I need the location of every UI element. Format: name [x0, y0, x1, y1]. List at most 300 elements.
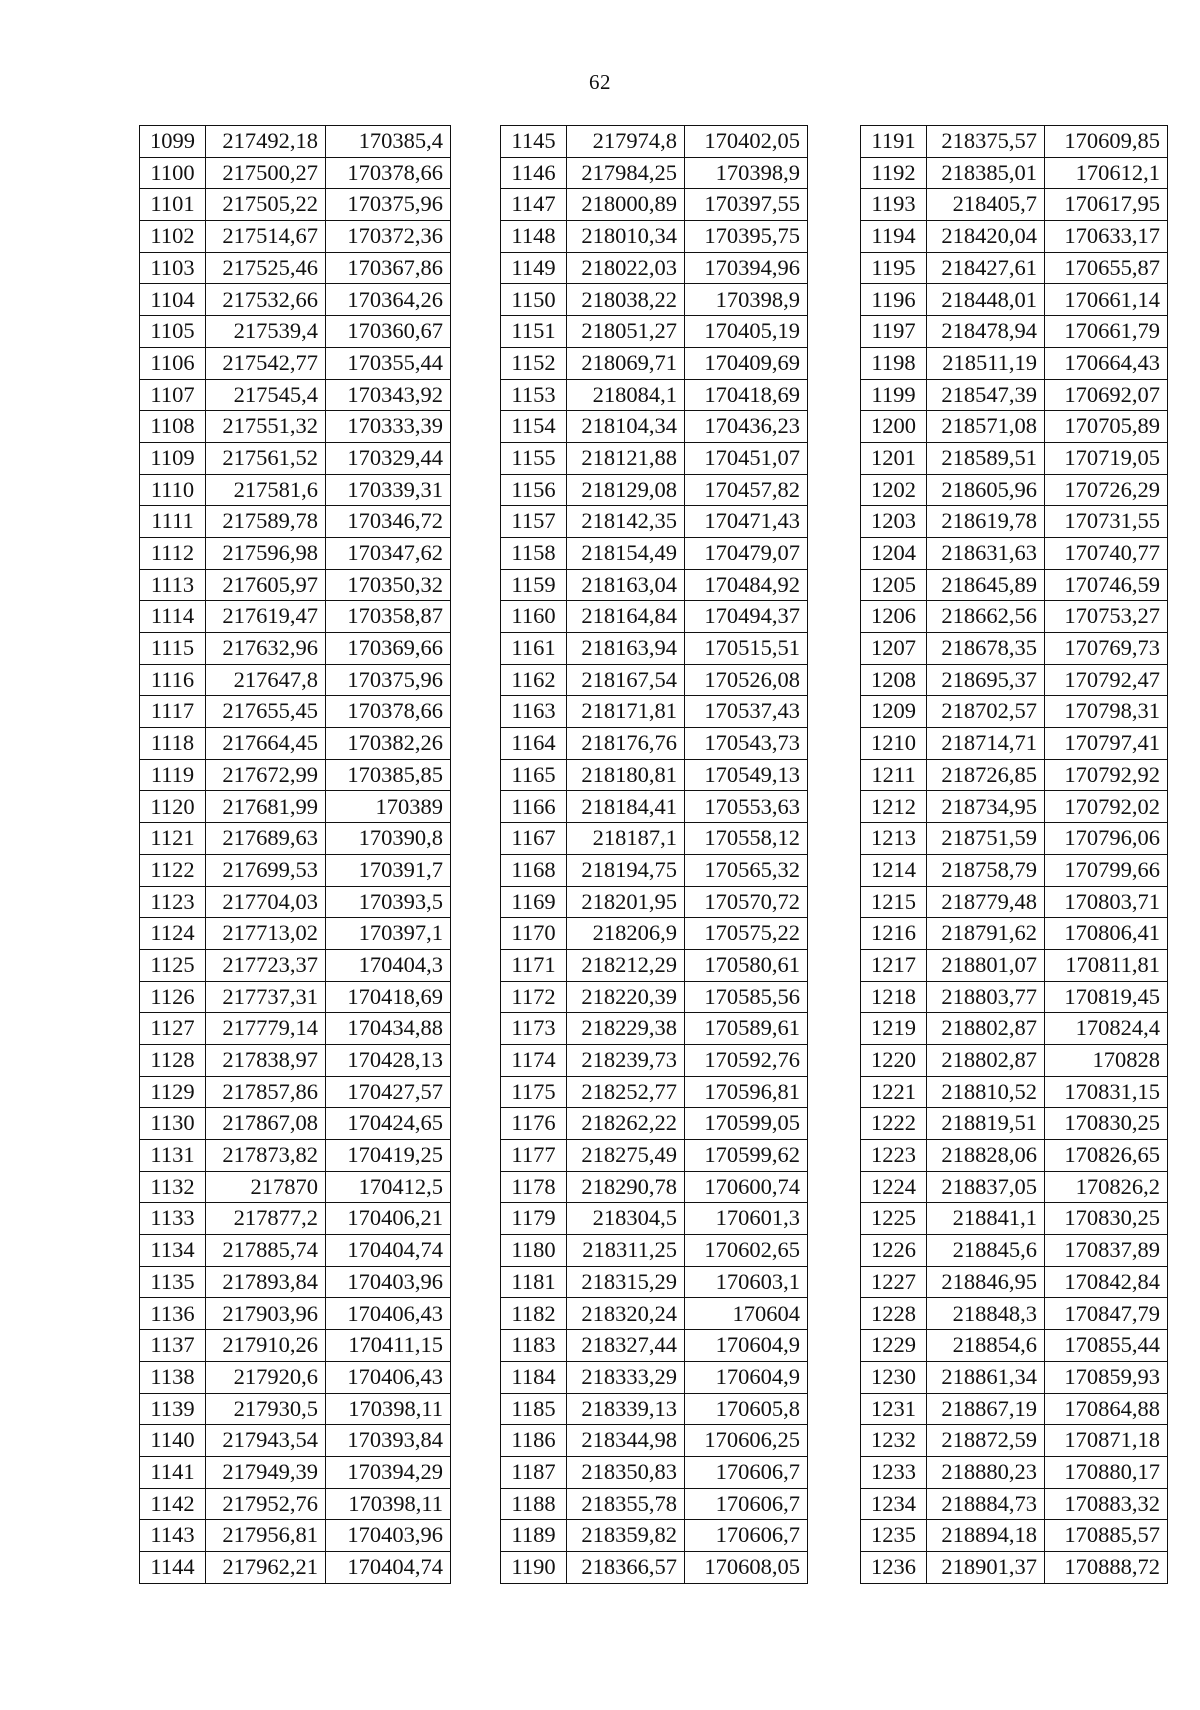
point-number-cell: 1099	[140, 126, 206, 158]
point-number-cell: 1204	[861, 537, 927, 569]
y-coordinate-cell: 170604	[685, 1298, 808, 1330]
y-coordinate-cell: 170565,32	[685, 854, 808, 886]
point-number-cell: 1102	[140, 221, 206, 253]
table-row	[140, 316, 451, 348]
point-number-cell: 1135	[140, 1266, 206, 1298]
table-row	[501, 506, 808, 538]
point-number-cell: 1190	[501, 1551, 567, 1583]
point-number-cell: 1187	[501, 1456, 567, 1488]
x-coordinate-cell: 218427,61	[927, 252, 1045, 284]
x-coordinate-cell: 218734,95	[927, 791, 1045, 823]
x-coordinate-cell: 218167,54	[567, 664, 685, 696]
x-coordinate-cell: 217619,47	[206, 601, 326, 633]
table-row	[501, 1456, 808, 1488]
table-row	[861, 854, 1168, 886]
y-coordinate-cell: 170797,41	[1045, 728, 1168, 760]
x-coordinate-cell: 217596,98	[206, 537, 326, 569]
point-number-cell: 1133	[140, 1203, 206, 1235]
point-number-cell: 1227	[861, 1266, 927, 1298]
x-coordinate-cell: 218801,07	[927, 949, 1045, 981]
y-coordinate-cell: 170549,13	[685, 759, 808, 791]
y-coordinate-cell: 170617,95	[1045, 189, 1168, 221]
table-row	[501, 411, 808, 443]
table-row	[140, 1013, 451, 1045]
y-coordinate-cell: 170664,43	[1045, 347, 1168, 379]
table-row	[501, 1171, 808, 1203]
x-coordinate-cell: 218631,63	[927, 537, 1045, 569]
x-coordinate-cell: 218129,08	[567, 474, 685, 506]
x-coordinate-cell: 218212,29	[567, 949, 685, 981]
x-coordinate-cell: 217737,31	[206, 981, 326, 1013]
x-coordinate-cell: 218333,29	[567, 1361, 685, 1393]
x-coordinate-cell: 218894,18	[927, 1520, 1045, 1552]
table-row	[140, 1361, 451, 1393]
y-coordinate-cell: 170558,12	[685, 823, 808, 855]
table-row	[501, 189, 808, 221]
table-row	[501, 316, 808, 348]
table-row	[140, 664, 451, 696]
x-coordinate-cell: 217699,53	[206, 854, 326, 886]
x-coordinate-cell: 218010,34	[567, 221, 685, 253]
y-coordinate-cell: 170826,65	[1045, 1140, 1168, 1172]
point-number-cell: 1156	[501, 474, 567, 506]
point-number-cell: 1154	[501, 411, 567, 443]
x-coordinate-cell: 217514,67	[206, 221, 326, 253]
point-number-cell: 1209	[861, 696, 927, 728]
point-number-cell: 1147	[501, 189, 567, 221]
y-coordinate-cell: 170378,66	[326, 696, 451, 728]
point-number-cell: 1138	[140, 1361, 206, 1393]
y-coordinate-cell: 170346,72	[326, 506, 451, 538]
x-coordinate-cell: 218819,51	[927, 1108, 1045, 1140]
x-coordinate-cell: 217632,96	[206, 633, 326, 665]
y-coordinate-cell: 170604,9	[685, 1361, 808, 1393]
y-coordinate-cell: 170358,87	[326, 601, 451, 633]
point-number-cell: 1106	[140, 347, 206, 379]
table-row	[861, 1298, 1168, 1330]
x-coordinate-cell: 218846,95	[927, 1266, 1045, 1298]
y-coordinate-cell: 170436,23	[685, 411, 808, 443]
table-row	[501, 949, 808, 981]
table-row	[501, 981, 808, 1013]
point-number-cell: 1199	[861, 379, 927, 411]
table-row	[861, 157, 1168, 189]
point-number-cell: 1101	[140, 189, 206, 221]
x-coordinate-cell: 218350,83	[567, 1456, 685, 1488]
y-coordinate-cell: 170606,7	[685, 1488, 808, 1520]
y-coordinate-cell: 170411,15	[326, 1330, 451, 1362]
y-coordinate-cell: 170404,74	[326, 1551, 451, 1583]
table-row	[861, 1108, 1168, 1140]
table-row	[501, 1140, 808, 1172]
x-coordinate-cell: 218901,37	[927, 1551, 1045, 1583]
y-coordinate-cell: 170855,44	[1045, 1330, 1168, 1362]
table-row	[861, 569, 1168, 601]
x-coordinate-cell: 218837,05	[927, 1171, 1045, 1203]
point-number-cell: 1112	[140, 537, 206, 569]
table-row	[140, 1393, 451, 1425]
y-coordinate-cell: 170575,22	[685, 918, 808, 950]
y-coordinate-cell: 170796,06	[1045, 823, 1168, 855]
table-row	[861, 949, 1168, 981]
table-row	[501, 1298, 808, 1330]
y-coordinate-cell: 170390,8	[326, 823, 451, 855]
point-number-cell: 1177	[501, 1140, 567, 1172]
point-number-cell: 1131	[140, 1140, 206, 1172]
y-coordinate-cell: 170372,36	[326, 221, 451, 253]
y-coordinate-cell: 170484,92	[685, 569, 808, 601]
point-number-cell: 1201	[861, 442, 927, 474]
point-number-cell: 1161	[501, 633, 567, 665]
point-number-cell: 1113	[140, 569, 206, 601]
point-number-cell: 1111	[140, 506, 206, 538]
y-coordinate-cell: 170409,69	[685, 347, 808, 379]
point-number-cell: 1174	[501, 1044, 567, 1076]
y-coordinate-cell: 170428,13	[326, 1044, 451, 1076]
table-row	[861, 284, 1168, 316]
x-coordinate-cell: 218315,29	[567, 1266, 685, 1298]
table-row	[501, 1044, 808, 1076]
table-row	[501, 537, 808, 569]
table-row	[140, 1330, 451, 1362]
point-number-cell: 1160	[501, 601, 567, 633]
y-coordinate-cell: 170661,14	[1045, 284, 1168, 316]
x-coordinate-cell: 217532,66	[206, 284, 326, 316]
y-coordinate-cell: 170580,61	[685, 949, 808, 981]
table-row	[861, 379, 1168, 411]
x-coordinate-cell: 217962,21	[206, 1551, 326, 1583]
x-coordinate-cell: 218511,19	[927, 347, 1045, 379]
y-coordinate-cell: 170419,25	[326, 1140, 451, 1172]
x-coordinate-cell: 218304,5	[567, 1203, 685, 1235]
table-row	[861, 1140, 1168, 1172]
y-coordinate-cell: 170382,26	[326, 728, 451, 760]
y-coordinate-cell: 170360,67	[326, 316, 451, 348]
y-coordinate-cell: 170364,26	[326, 284, 451, 316]
point-number-cell: 1172	[501, 981, 567, 1013]
x-coordinate-cell: 217605,97	[206, 569, 326, 601]
point-number-cell: 1181	[501, 1266, 567, 1298]
table-row	[501, 1108, 808, 1140]
x-coordinate-cell: 217647,8	[206, 664, 326, 696]
point-number-cell: 1215	[861, 886, 927, 918]
x-coordinate-cell: 218164,84	[567, 601, 685, 633]
table-row	[501, 1488, 808, 1520]
y-coordinate-cell: 170596,81	[685, 1076, 808, 1108]
x-coordinate-cell: 218275,49	[567, 1140, 685, 1172]
y-coordinate-cell: 170609,85	[1045, 126, 1168, 158]
y-coordinate-cell: 170395,75	[685, 221, 808, 253]
point-number-cell: 1150	[501, 284, 567, 316]
x-coordinate-cell: 218206,9	[567, 918, 685, 950]
point-number-cell: 1223	[861, 1140, 927, 1172]
point-number-cell: 1109	[140, 442, 206, 474]
x-coordinate-cell: 217525,46	[206, 252, 326, 284]
table-row	[501, 728, 808, 760]
point-number-cell: 1218	[861, 981, 927, 1013]
x-coordinate-cell: 218841,1	[927, 1203, 1045, 1235]
y-coordinate-cell: 170792,47	[1045, 664, 1168, 696]
x-coordinate-cell: 218828,06	[927, 1140, 1045, 1172]
x-coordinate-cell: 217505,22	[206, 189, 326, 221]
x-coordinate-cell: 218320,24	[567, 1298, 685, 1330]
point-number-cell: 1212	[861, 791, 927, 823]
y-coordinate-cell: 170553,63	[685, 791, 808, 823]
y-coordinate-cell: 170731,55	[1045, 506, 1168, 538]
point-number-cell: 1137	[140, 1330, 206, 1362]
x-coordinate-cell: 218791,62	[927, 918, 1045, 950]
y-coordinate-cell: 170369,66	[326, 633, 451, 665]
point-number-cell: 1162	[501, 664, 567, 696]
table-row	[861, 442, 1168, 474]
x-coordinate-cell: 218802,87	[927, 1044, 1045, 1076]
point-number-cell: 1170	[501, 918, 567, 950]
point-number-cell: 1194	[861, 221, 927, 253]
table-row	[861, 918, 1168, 950]
point-number-cell: 1157	[501, 506, 567, 538]
x-coordinate-cell: 218678,35	[927, 633, 1045, 665]
y-coordinate-cell: 170885,57	[1045, 1520, 1168, 1552]
table-row	[501, 664, 808, 696]
y-coordinate-cell: 170543,73	[685, 728, 808, 760]
y-coordinate-cell: 170603,1	[685, 1266, 808, 1298]
page-number: 62	[589, 70, 611, 94]
point-number-cell: 1188	[501, 1488, 567, 1520]
table-row	[861, 981, 1168, 1013]
y-coordinate-cell: 170799,66	[1045, 854, 1168, 886]
x-coordinate-cell: 217779,14	[206, 1013, 326, 1045]
table-row	[140, 442, 451, 474]
point-number-cell: 1108	[140, 411, 206, 443]
x-coordinate-cell: 218848,3	[927, 1298, 1045, 1330]
table-row	[861, 601, 1168, 633]
table-row	[861, 316, 1168, 348]
x-coordinate-cell: 217545,4	[206, 379, 326, 411]
x-coordinate-cell: 217984,25	[567, 157, 685, 189]
x-coordinate-cell: 217589,78	[206, 506, 326, 538]
y-coordinate-cell: 170828	[1045, 1044, 1168, 1076]
point-number-cell: 1229	[861, 1330, 927, 1362]
table-row	[140, 823, 451, 855]
table-row	[140, 284, 451, 316]
x-coordinate-cell: 218252,77	[567, 1076, 685, 1108]
y-coordinate-cell: 170871,18	[1045, 1425, 1168, 1457]
y-coordinate-cell: 170398,9	[685, 157, 808, 189]
point-number-cell: 1145	[501, 126, 567, 158]
y-coordinate-cell: 170537,43	[685, 696, 808, 728]
table-row	[140, 506, 451, 538]
x-coordinate-cell: 218366,57	[567, 1551, 685, 1583]
table-row	[861, 347, 1168, 379]
x-coordinate-cell: 217867,08	[206, 1108, 326, 1140]
table-row	[140, 728, 451, 760]
table-row	[140, 1266, 451, 1298]
x-coordinate-cell: 218084,1	[567, 379, 685, 411]
table-row	[861, 1171, 1168, 1203]
table-row	[501, 696, 808, 728]
point-number-cell: 1141	[140, 1456, 206, 1488]
y-coordinate-cell: 170831,15	[1045, 1076, 1168, 1108]
point-number-cell: 1171	[501, 949, 567, 981]
table-row	[861, 221, 1168, 253]
x-coordinate-cell: 217713,02	[206, 918, 326, 950]
y-coordinate-cell: 170385,4	[326, 126, 451, 158]
x-coordinate-cell: 218448,01	[927, 284, 1045, 316]
y-coordinate-cell: 170389	[326, 791, 451, 823]
table-row	[140, 633, 451, 665]
x-coordinate-cell: 218355,78	[567, 1488, 685, 1520]
point-number-cell: 1173	[501, 1013, 567, 1045]
x-coordinate-cell: 218405,7	[927, 189, 1045, 221]
table-row	[861, 759, 1168, 791]
y-coordinate-cell: 170343,92	[326, 379, 451, 411]
y-coordinate-cell: 170806,41	[1045, 918, 1168, 950]
point-number-cell: 1144	[140, 1551, 206, 1583]
point-number-cell: 1195	[861, 252, 927, 284]
point-number-cell: 1149	[501, 252, 567, 284]
x-coordinate-cell: 218385,01	[927, 157, 1045, 189]
x-coordinate-cell: 217974,8	[567, 126, 685, 158]
point-number-cell: 1208	[861, 664, 927, 696]
table-row	[861, 252, 1168, 284]
y-coordinate-cell: 170880,17	[1045, 1456, 1168, 1488]
table-row	[861, 1520, 1168, 1552]
x-coordinate-cell: 218662,56	[927, 601, 1045, 633]
point-number-cell: 1158	[501, 537, 567, 569]
y-coordinate-cell: 170826,2	[1045, 1171, 1168, 1203]
table-row	[140, 157, 451, 189]
x-coordinate-cell: 217655,45	[206, 696, 326, 728]
point-number-cell: 1105	[140, 316, 206, 348]
x-coordinate-cell: 217877,2	[206, 1203, 326, 1235]
point-number-cell: 1210	[861, 728, 927, 760]
table-row	[140, 886, 451, 918]
y-coordinate-cell: 170393,5	[326, 886, 451, 918]
x-coordinate-cell: 217873,82	[206, 1140, 326, 1172]
x-coordinate-cell: 218845,6	[927, 1235, 1045, 1267]
table-row	[861, 1456, 1168, 1488]
x-coordinate-cell: 217500,27	[206, 157, 326, 189]
point-number-cell: 1152	[501, 347, 567, 379]
table-row	[861, 537, 1168, 569]
y-coordinate-cell: 170418,69	[685, 379, 808, 411]
table-row	[501, 759, 808, 791]
table-row	[861, 1551, 1168, 1583]
table-row	[140, 854, 451, 886]
table-row	[140, 1520, 451, 1552]
x-coordinate-cell: 217920,6	[206, 1361, 326, 1393]
y-coordinate-cell: 170570,72	[685, 886, 808, 918]
y-coordinate-cell: 170753,27	[1045, 601, 1168, 633]
point-number-cell: 1155	[501, 442, 567, 474]
x-coordinate-cell: 218359,82	[567, 1520, 685, 1552]
x-coordinate-cell: 218884,73	[927, 1488, 1045, 1520]
point-number-cell: 1233	[861, 1456, 927, 1488]
x-coordinate-cell: 217539,4	[206, 316, 326, 348]
point-number-cell: 1122	[140, 854, 206, 886]
x-coordinate-cell: 218375,57	[927, 126, 1045, 158]
point-number-cell: 1103	[140, 252, 206, 284]
y-coordinate-cell: 170394,29	[326, 1456, 451, 1488]
x-coordinate-cell: 218163,94	[567, 633, 685, 665]
y-coordinate-cell: 170859,93	[1045, 1361, 1168, 1393]
table-row	[861, 696, 1168, 728]
point-number-cell: 1185	[501, 1393, 567, 1425]
y-coordinate-cell: 170355,44	[326, 347, 451, 379]
point-number-cell: 1178	[501, 1171, 567, 1203]
point-number-cell: 1202	[861, 474, 927, 506]
point-number-cell: 1220	[861, 1044, 927, 1076]
table-row	[140, 1140, 451, 1172]
point-number-cell: 1117	[140, 696, 206, 728]
y-coordinate-cell: 170599,62	[685, 1140, 808, 1172]
x-coordinate-cell: 217704,03	[206, 886, 326, 918]
x-coordinate-cell: 218022,03	[567, 252, 685, 284]
y-coordinate-cell: 170347,62	[326, 537, 451, 569]
x-coordinate-cell: 218220,39	[567, 981, 685, 1013]
y-coordinate-cell: 170633,17	[1045, 221, 1168, 253]
table-row	[501, 854, 808, 886]
point-number-cell: 1115	[140, 633, 206, 665]
point-number-cell: 1159	[501, 569, 567, 601]
x-coordinate-cell: 217689,63	[206, 823, 326, 855]
point-number-cell: 1164	[501, 728, 567, 760]
table-row	[501, 474, 808, 506]
x-coordinate-cell: 218344,98	[567, 1425, 685, 1457]
point-number-cell: 1183	[501, 1330, 567, 1362]
x-coordinate-cell: 217893,84	[206, 1266, 326, 1298]
table-row	[140, 1203, 451, 1235]
table-row	[501, 126, 808, 158]
point-number-cell: 1134	[140, 1235, 206, 1267]
table-row	[501, 633, 808, 665]
table-row	[140, 1456, 451, 1488]
y-coordinate-cell: 170333,39	[326, 411, 451, 443]
x-coordinate-cell: 217930,5	[206, 1393, 326, 1425]
y-coordinate-cell: 170842,84	[1045, 1266, 1168, 1298]
table-row	[861, 633, 1168, 665]
table-row	[140, 1425, 451, 1457]
table-row	[501, 791, 808, 823]
x-coordinate-cell: 218154,49	[567, 537, 685, 569]
y-coordinate-cell: 170601,3	[685, 1203, 808, 1235]
x-coordinate-cell: 218069,71	[567, 347, 685, 379]
x-coordinate-cell: 217943,54	[206, 1425, 326, 1457]
point-number-cell: 1116	[140, 664, 206, 696]
y-coordinate-cell: 170740,77	[1045, 537, 1168, 569]
x-coordinate-cell: 218726,85	[927, 759, 1045, 791]
point-number-cell: 1222	[861, 1108, 927, 1140]
x-coordinate-cell: 217561,52	[206, 442, 326, 474]
point-number-cell: 1166	[501, 791, 567, 823]
y-coordinate-cell: 170798,31	[1045, 696, 1168, 728]
coordinate-table-3	[860, 125, 1168, 1584]
table-row	[140, 696, 451, 728]
table-row	[140, 1235, 451, 1267]
point-number-cell: 1114	[140, 601, 206, 633]
x-coordinate-cell: 218038,22	[567, 284, 685, 316]
point-number-cell: 1226	[861, 1235, 927, 1267]
y-coordinate-cell: 170397,1	[326, 918, 451, 950]
y-coordinate-cell: 170406,43	[326, 1361, 451, 1393]
table-row	[861, 1044, 1168, 1076]
y-coordinate-cell: 170385,85	[326, 759, 451, 791]
y-coordinate-cell: 170600,74	[685, 1171, 808, 1203]
y-coordinate-cell: 170391,7	[326, 854, 451, 886]
table-row	[140, 1171, 451, 1203]
x-coordinate-cell: 218802,87	[927, 1013, 1045, 1045]
y-coordinate-cell: 170515,51	[685, 633, 808, 665]
